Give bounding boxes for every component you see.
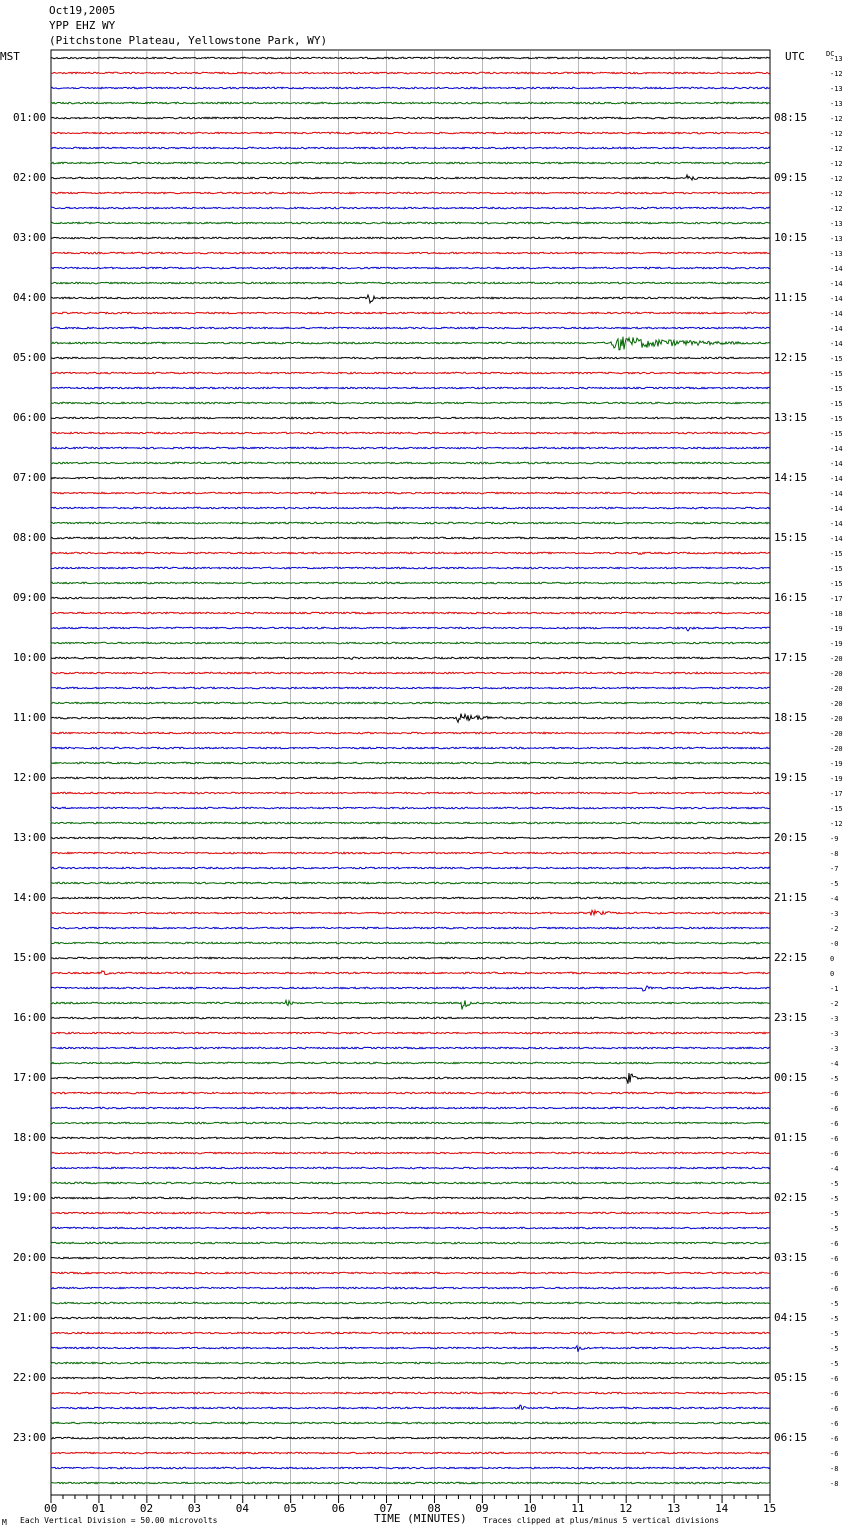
left-hour-label: 06:00 (13, 411, 47, 424)
seismic-trace (51, 387, 770, 389)
dc-offset-label: -5 (830, 1180, 839, 1188)
dc-offset-label: -13 (830, 220, 843, 228)
dc-offset-label: -15 (830, 415, 843, 423)
dc-offset-label: -20 (830, 670, 843, 678)
seismic-trace (51, 597, 770, 599)
x-tick-label: 06 (331, 1502, 345, 1515)
dc-offset-label: -20 (830, 700, 843, 708)
dc-offset-label: -19 (830, 760, 843, 768)
left-hour-label: 22:00 (13, 1371, 47, 1384)
dc-offset-label: -6 (830, 1285, 839, 1293)
right-hour-label: 04:15 (774, 1311, 808, 1324)
seismic-trace (51, 447, 770, 449)
seismic-trace (51, 295, 770, 303)
dc-offset-label: -12 (830, 160, 843, 168)
dc-offset-label: -14 (830, 520, 843, 528)
dc-offset-label: -14 (830, 280, 843, 288)
seismic-trace (51, 1346, 770, 1352)
seismic-trace (51, 552, 770, 554)
dc-offset-label: -12 (830, 145, 843, 153)
right-hour-label: 06:15 (774, 1431, 808, 1444)
seismic-trace (51, 627, 770, 631)
seismic-trace (51, 747, 770, 749)
dc-offset-label: -12 (830, 190, 843, 198)
footer-clip-note: Traces clipped at plus/minus 5 vertical divisions (483, 1516, 720, 1525)
seismic-trace (51, 402, 770, 404)
seismic-trace (51, 1137, 770, 1139)
dc-offset-label: -15 (830, 565, 843, 573)
seismic-trace (51, 1405, 770, 1409)
right-hour-label: 02:15 (774, 1191, 808, 1204)
seismic-trace (51, 732, 770, 734)
seismic-trace (51, 1362, 770, 1364)
seismic-trace (51, 852, 770, 854)
left-hour-label: 17:00 (13, 1071, 47, 1084)
dc-offset-label: -9 (830, 835, 839, 843)
seismic-trace (51, 1167, 770, 1169)
dc-offset-label: -15 (830, 430, 843, 438)
dc-offset-label: -15 (830, 550, 843, 558)
x-tick-label: 07 (379, 1502, 393, 1515)
seismic-trace (51, 237, 770, 239)
right-hour-label: 23:15 (774, 1011, 808, 1024)
right-hour-label: 01:15 (774, 1131, 808, 1144)
dc-offset-label: -14 (830, 505, 843, 513)
dc-offset-label: -8 (830, 850, 839, 858)
dc-offset-label: -6 (830, 1240, 839, 1248)
seismic-trace (51, 971, 770, 975)
dc-offset-label: -1 (830, 985, 839, 993)
dc-offset-label: -13 (830, 55, 843, 63)
dc-offset-label: -14 (830, 475, 843, 483)
right-hour-label: 17:15 (774, 651, 808, 664)
x-tick-label: 00 (44, 1502, 58, 1515)
seismic-trace (51, 1317, 770, 1319)
dc-offset-label: -5 (830, 1195, 839, 1203)
left-hour-label: 21:00 (13, 1311, 47, 1324)
seismic-trace (51, 986, 770, 991)
dc-offset-label: -15 (830, 805, 843, 813)
left-hour-label: 05:00 (13, 351, 47, 364)
dc-offset-label: -13 (830, 100, 843, 108)
right-hour-label: 21:15 (774, 891, 808, 904)
dc-offset-label: -13 (830, 85, 843, 93)
seismic-trace (51, 897, 770, 899)
seismic-trace (51, 1272, 770, 1274)
dc-offset-label: -6 (830, 1420, 839, 1428)
dc-offset-label: -0 (830, 940, 839, 948)
left-hour-label: 02:00 (13, 171, 47, 184)
seismic-trace (51, 87, 770, 89)
x-tick-label: 11 (571, 1502, 585, 1515)
seismic-trace (51, 1452, 770, 1454)
dc-offset-label: -6 (830, 1270, 839, 1278)
seismic-trace (51, 1227, 770, 1229)
dc-offset-label: -15 (830, 355, 843, 363)
x-tick-label: 10 (523, 1502, 537, 1515)
dc-offset-label: -20 (830, 730, 843, 738)
seismic-trace (51, 1152, 770, 1154)
dc-offset-label: -5 (830, 880, 839, 888)
seismic-trace (51, 327, 770, 329)
right-hour-label: 14:15 (774, 471, 808, 484)
dc-offset-label: -2 (830, 925, 839, 933)
dc-offset-label: -5 (830, 1330, 839, 1338)
right-hour-label: 08:15 (774, 111, 808, 124)
seismic-trace (51, 1107, 770, 1109)
dc-offset-label: -15 (830, 385, 843, 393)
seismic-trace (51, 1062, 770, 1064)
dc-offset-label: -5 (830, 1360, 839, 1368)
seismic-trace (51, 432, 770, 434)
dc-offset-label: 0 (830, 970, 835, 978)
dc-offset-label: -18 (830, 610, 843, 618)
left-hour-label: 12:00 (13, 771, 47, 784)
seismic-trace (51, 417, 770, 419)
left-hour-label: 08:00 (13, 531, 47, 544)
x-tick-label: 04 (235, 1502, 249, 1515)
dc-offset-label: -14 (830, 445, 843, 453)
dc-offset-label: -6 (830, 1150, 839, 1158)
seismic-trace (51, 1242, 770, 1244)
seismic-trace (51, 1000, 770, 1009)
seismic-trace (51, 1437, 770, 1439)
seismic-trace (51, 57, 770, 59)
seismic-trace (51, 252, 770, 254)
left-hour-label: 07:00 (13, 471, 47, 484)
right-timezone-label: UTC (785, 50, 805, 63)
seismic-trace (51, 702, 770, 704)
seismic-trace (51, 657, 770, 659)
seismic-trace (51, 147, 770, 149)
right-hour-label: 00:15 (774, 1071, 808, 1084)
seismic-trace (51, 1332, 770, 1334)
dc-offset-label: -6 (830, 1105, 839, 1113)
x-tick-label: 09 (475, 1502, 489, 1515)
dc-offset-label: -19 (830, 640, 843, 648)
dc-offset-label: -4 (830, 1165, 839, 1173)
seismic-trace (51, 1047, 770, 1049)
x-axis-title: TIME (MINUTES) (374, 1512, 467, 1525)
dc-offset-label: -14 (830, 535, 843, 543)
seismic-trace (51, 807, 770, 809)
seismic-trace (51, 462, 770, 464)
dc-offset-label: -6 (830, 1120, 839, 1128)
seismic-trace (51, 492, 770, 494)
seismic-trace (51, 1032, 770, 1034)
seismic-trace (51, 1182, 770, 1184)
dc-offset-label: -13 (830, 250, 843, 258)
seismic-trace (51, 117, 770, 119)
x-tick-label: 13 (667, 1502, 681, 1515)
dc-offset-label: -19 (830, 775, 843, 783)
dc-offset-label: -6 (830, 1255, 839, 1263)
dc-offset-label: -15 (830, 400, 843, 408)
dc-offset-label: -14 (830, 490, 843, 498)
dc-offset-label: -5 (830, 1225, 839, 1233)
seismic-trace (51, 1422, 770, 1424)
seismic-trace (51, 477, 770, 479)
right-hour-label: 10:15 (774, 231, 808, 244)
seismic-trace (51, 72, 770, 74)
seismic-trace (51, 867, 770, 869)
footer-mark: M (2, 1518, 7, 1527)
dc-offset-label: -14 (830, 295, 843, 303)
dc-offset-label: -6 (830, 1135, 839, 1143)
dc-offset-label: -19 (830, 625, 843, 633)
left-hour-label: 04:00 (13, 291, 47, 304)
dc-offset-label: -15 (830, 580, 843, 588)
seismic-trace (51, 1392, 770, 1394)
dc-offset-label: -8 (830, 1465, 839, 1473)
seismic-trace (51, 357, 770, 359)
seismic-trace (51, 1092, 770, 1094)
header-station: YPP EHZ WY (49, 19, 116, 32)
x-tick-label: 01 (91, 1502, 106, 1515)
dc-offset-label: -5 (830, 1315, 839, 1323)
left-hour-label: 01:00 (13, 111, 47, 124)
left-hour-label: 16:00 (13, 1011, 47, 1024)
seismic-trace (51, 582, 770, 584)
dc-offset-label: -20 (830, 745, 843, 753)
header-date: Oct19,2005 (49, 4, 116, 17)
dc-offset-label: -20 (830, 655, 843, 663)
seismic-trace (51, 222, 770, 224)
seismic-trace (51, 612, 770, 614)
seismic-trace (51, 1467, 770, 1469)
dc-offset-label: -12 (830, 175, 843, 183)
right-hour-label: 15:15 (774, 531, 808, 544)
seismic-trace (51, 822, 770, 824)
dc-offset-label: -20 (830, 715, 843, 723)
seismic-trace (51, 1377, 770, 1379)
seismic-trace (51, 1257, 770, 1259)
seismic-trace (51, 267, 770, 269)
dc-offset-label: -5 (830, 1210, 839, 1218)
dc-offset-label: -6 (830, 1090, 839, 1098)
seismic-trace (51, 132, 770, 134)
right-hour-label: 09:15 (774, 171, 808, 184)
seismic-trace (51, 162, 770, 164)
seismic-trace (51, 1482, 770, 1484)
dc-offset-label: -6 (830, 1435, 839, 1443)
seismic-trace (51, 642, 770, 644)
seismic-trace (51, 102, 770, 104)
dc-offset-label: -12 (830, 820, 843, 828)
seismic-trace (51, 192, 770, 194)
seismic-trace (51, 792, 770, 794)
plot-frame (51, 50, 770, 1495)
x-tick-label: 14 (715, 1502, 729, 1515)
dc-offset-label: -6 (830, 1450, 839, 1458)
dc-offset-label: 0 (830, 955, 835, 963)
dc-offset-label: -3 (830, 1030, 839, 1038)
seismic-trace (51, 927, 770, 929)
seismic-trace (51, 337, 770, 350)
right-hour-label: 11:15 (774, 291, 808, 304)
right-hour-label: 16:15 (774, 591, 808, 604)
seismic-trace (51, 837, 770, 839)
x-tick-label: 03 (187, 1502, 202, 1515)
right-hour-label: 12:15 (774, 351, 808, 364)
x-tick-label: 02 (139, 1502, 154, 1515)
seismic-trace (51, 957, 770, 959)
dc-offset-label: -17 (830, 790, 843, 798)
dc-offset-label: -14 (830, 310, 843, 318)
seismic-trace (51, 942, 770, 944)
dc-offset-label: -5 (830, 1300, 839, 1308)
dc-offset-label: -3 (830, 1045, 839, 1053)
seismic-trace (51, 282, 770, 284)
seismic-trace (51, 777, 770, 779)
dc-offset-label: -12 (830, 130, 843, 138)
seismic-trace (51, 1017, 770, 1019)
dc-offset-label: -20 (830, 685, 843, 693)
right-hour-label: 03:15 (774, 1251, 808, 1264)
left-hour-label: 09:00 (13, 591, 47, 604)
left-hour-label: 18:00 (13, 1131, 47, 1144)
left-timezone-label: MST (0, 50, 20, 63)
right-hour-label: 05:15 (774, 1371, 808, 1384)
seismic-trace (51, 537, 770, 539)
x-tick-label: 08 (427, 1502, 441, 1515)
dc-offset-label: -4 (830, 895, 839, 903)
seismic-trace (51, 1073, 770, 1084)
dc-offset-label: -2 (830, 1000, 839, 1008)
dc-offset-label: -14 (830, 340, 843, 348)
seismic-trace (51, 714, 770, 723)
dc-offset-label: -14 (830, 265, 843, 273)
seismic-trace (51, 1287, 770, 1289)
right-hour-label: 18:15 (774, 711, 808, 724)
seismic-trace (51, 1197, 770, 1199)
seismic-trace (51, 507, 770, 509)
left-hour-label: 19:00 (13, 1191, 47, 1204)
seismic-trace (51, 882, 770, 884)
seismic-trace (51, 175, 770, 180)
seismic-trace (51, 672, 770, 674)
dc-offset-label: -15 (830, 370, 843, 378)
dc-offset-label: -14 (830, 325, 843, 333)
seismic-trace (51, 1212, 770, 1214)
seismic-trace (51, 567, 770, 569)
right-hour-label: 20:15 (774, 831, 808, 844)
left-hour-label: 13:00 (13, 831, 47, 844)
seismic-trace (51, 1122, 770, 1124)
dc-offset-label: -14 (830, 460, 843, 468)
dc-offset-label: -17 (830, 595, 843, 603)
dc-offset-label: -5 (830, 1345, 839, 1353)
dc-offset-label: -3 (830, 910, 839, 918)
x-tick-label: 05 (283, 1502, 297, 1515)
dc-offset-label: -12 (830, 70, 843, 78)
seismic-trace (51, 372, 770, 374)
seismic-trace (51, 207, 770, 209)
footer-scale-note: Each Vertical Division = 50.00 microvolts (20, 1516, 218, 1525)
left-hour-label: 20:00 (13, 1251, 47, 1264)
left-hour-label: 15:00 (13, 951, 47, 964)
x-tick-label: 12 (619, 1502, 633, 1515)
dc-offset-label: -3 (830, 1015, 839, 1023)
seismic-trace (51, 910, 770, 915)
right-hour-label: 13:15 (774, 411, 808, 424)
seismic-trace (51, 1302, 770, 1304)
seismic-trace (51, 687, 770, 689)
dc-offset-label: -6 (830, 1375, 839, 1383)
right-hour-label: 22:15 (774, 951, 808, 964)
left-hour-label: 23:00 (13, 1431, 47, 1444)
left-hour-label: 03:00 (13, 231, 47, 244)
seismic-trace (51, 312, 770, 314)
header-location: (Pitchstone Plateau, Yellowstone Park, WY) (49, 34, 328, 47)
dc-offset-header: DC (826, 50, 835, 58)
right-hour-label: 19:15 (774, 771, 808, 784)
dc-offset-label: -12 (830, 115, 843, 123)
left-hour-label: 11:00 (13, 711, 47, 724)
left-hour-label: 14:00 (13, 891, 47, 904)
dc-offset-label: -8 (830, 1480, 839, 1488)
seismic-trace (51, 762, 770, 764)
left-hour-label: 10:00 (13, 651, 47, 664)
dc-offset-label: -5 (830, 1075, 839, 1083)
dc-offset-label: -7 (830, 865, 839, 873)
dc-offset-label: -12 (830, 205, 843, 213)
seismic-trace (51, 522, 770, 524)
dc-offset-label: -6 (830, 1405, 839, 1413)
dc-offset-label: -4 (830, 1060, 839, 1068)
x-tick-label: 15 (763, 1502, 777, 1515)
dc-offset-label: -13 (830, 235, 843, 243)
dc-offset-label: -6 (830, 1390, 839, 1398)
